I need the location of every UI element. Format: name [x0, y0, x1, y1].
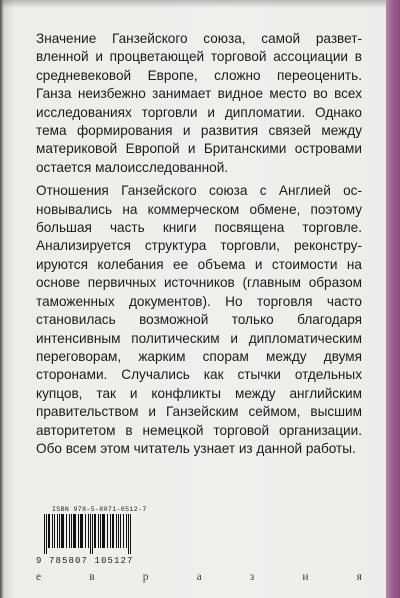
imprint-letter: з — [249, 571, 255, 583]
imprint-letter: и — [302, 571, 309, 583]
barcode-bar — [128, 514, 129, 554]
description-paragraph-1: Значение Ганзейского союза, самой разветвленной и процветающей торговой ассоциации в средневековой Европе, сложно переоценить. Ганза неизбежно занимает видное место во всех исследованиях торговли и дипломатии. Однако тема формирования и развития связей между материковой Европой и Британскими островами остается малоисследованной. — [36, 31, 362, 175]
barcode-bar — [54, 514, 55, 548]
imprint-letter: в — [89, 571, 95, 583]
barcode-bar — [116, 514, 117, 548]
barcode-bar — [78, 514, 79, 548]
description-paragraph-2: Отношения Ганзейского союза с Англией основывались на коммерческом обмене, поэтому большая часть книги посвящена торговле. Анализируется структура торговли, реконструируются колебания ее объема и стоимости на основе первичных источников (главным образом таможенных документов). Но торговля часто становилась возможной только благодаря интенсивным политическим и дипломатическим переговорам, жарким спорам между двумя сторонами. Случались как стычки отдельных купцов, так и конфликты между английским правительством и Ганзейским сеймом, высшим авторитетом в немецкой торговой организации. Обо всем этом читатель узнает из данной работы. — [36, 183, 362, 456]
barcode-bar — [94, 514, 96, 548]
barcode-bar — [52, 514, 53, 548]
barcode-bar — [66, 514, 67, 548]
barcode-bar — [110, 514, 111, 548]
ean-digits: 9 785807 105127 — [36, 556, 134, 566]
imprint-letter: р — [142, 571, 149, 583]
barcode-bar — [59, 514, 60, 548]
barcode-bar — [123, 514, 124, 548]
imprint-letter: а — [196, 571, 202, 583]
barcode-bar — [102, 514, 105, 548]
barcode-bar — [57, 514, 58, 548]
barcode-bar — [100, 514, 101, 548]
imprint-letter: е — [36, 571, 42, 583]
barcode-bar — [69, 514, 70, 548]
barcode-bar — [126, 514, 127, 548]
barcode-bar — [73, 514, 76, 548]
barcode-bar — [90, 514, 91, 554]
barcode-bar — [71, 514, 72, 548]
isbn-label: ISBN 978-5-8071-0512-7 — [52, 506, 147, 513]
barcode-bar — [48, 514, 50, 548]
barcode-bar — [107, 514, 108, 548]
publisher-imprint — [36, 571, 362, 583]
barcode-bar — [98, 514, 99, 548]
barcode-bar — [92, 514, 93, 554]
barcode-bar — [85, 514, 86, 548]
barcode-bar — [44, 514, 45, 554]
barcode-bar — [118, 514, 119, 548]
top-shadow — [0, 0, 400, 8]
imprint-letter: я — [356, 571, 362, 583]
barcode-bar — [88, 514, 89, 548]
spine-strip — [386, 0, 400, 598]
barcode-bar — [61, 514, 64, 548]
barcode-bar — [46, 514, 47, 554]
description-text — [36, 30, 362, 458]
barcode-bar — [130, 514, 131, 554]
barcode-bar — [120, 514, 121, 548]
barcode-bar — [80, 514, 83, 548]
barcode-bar — [112, 514, 114, 548]
